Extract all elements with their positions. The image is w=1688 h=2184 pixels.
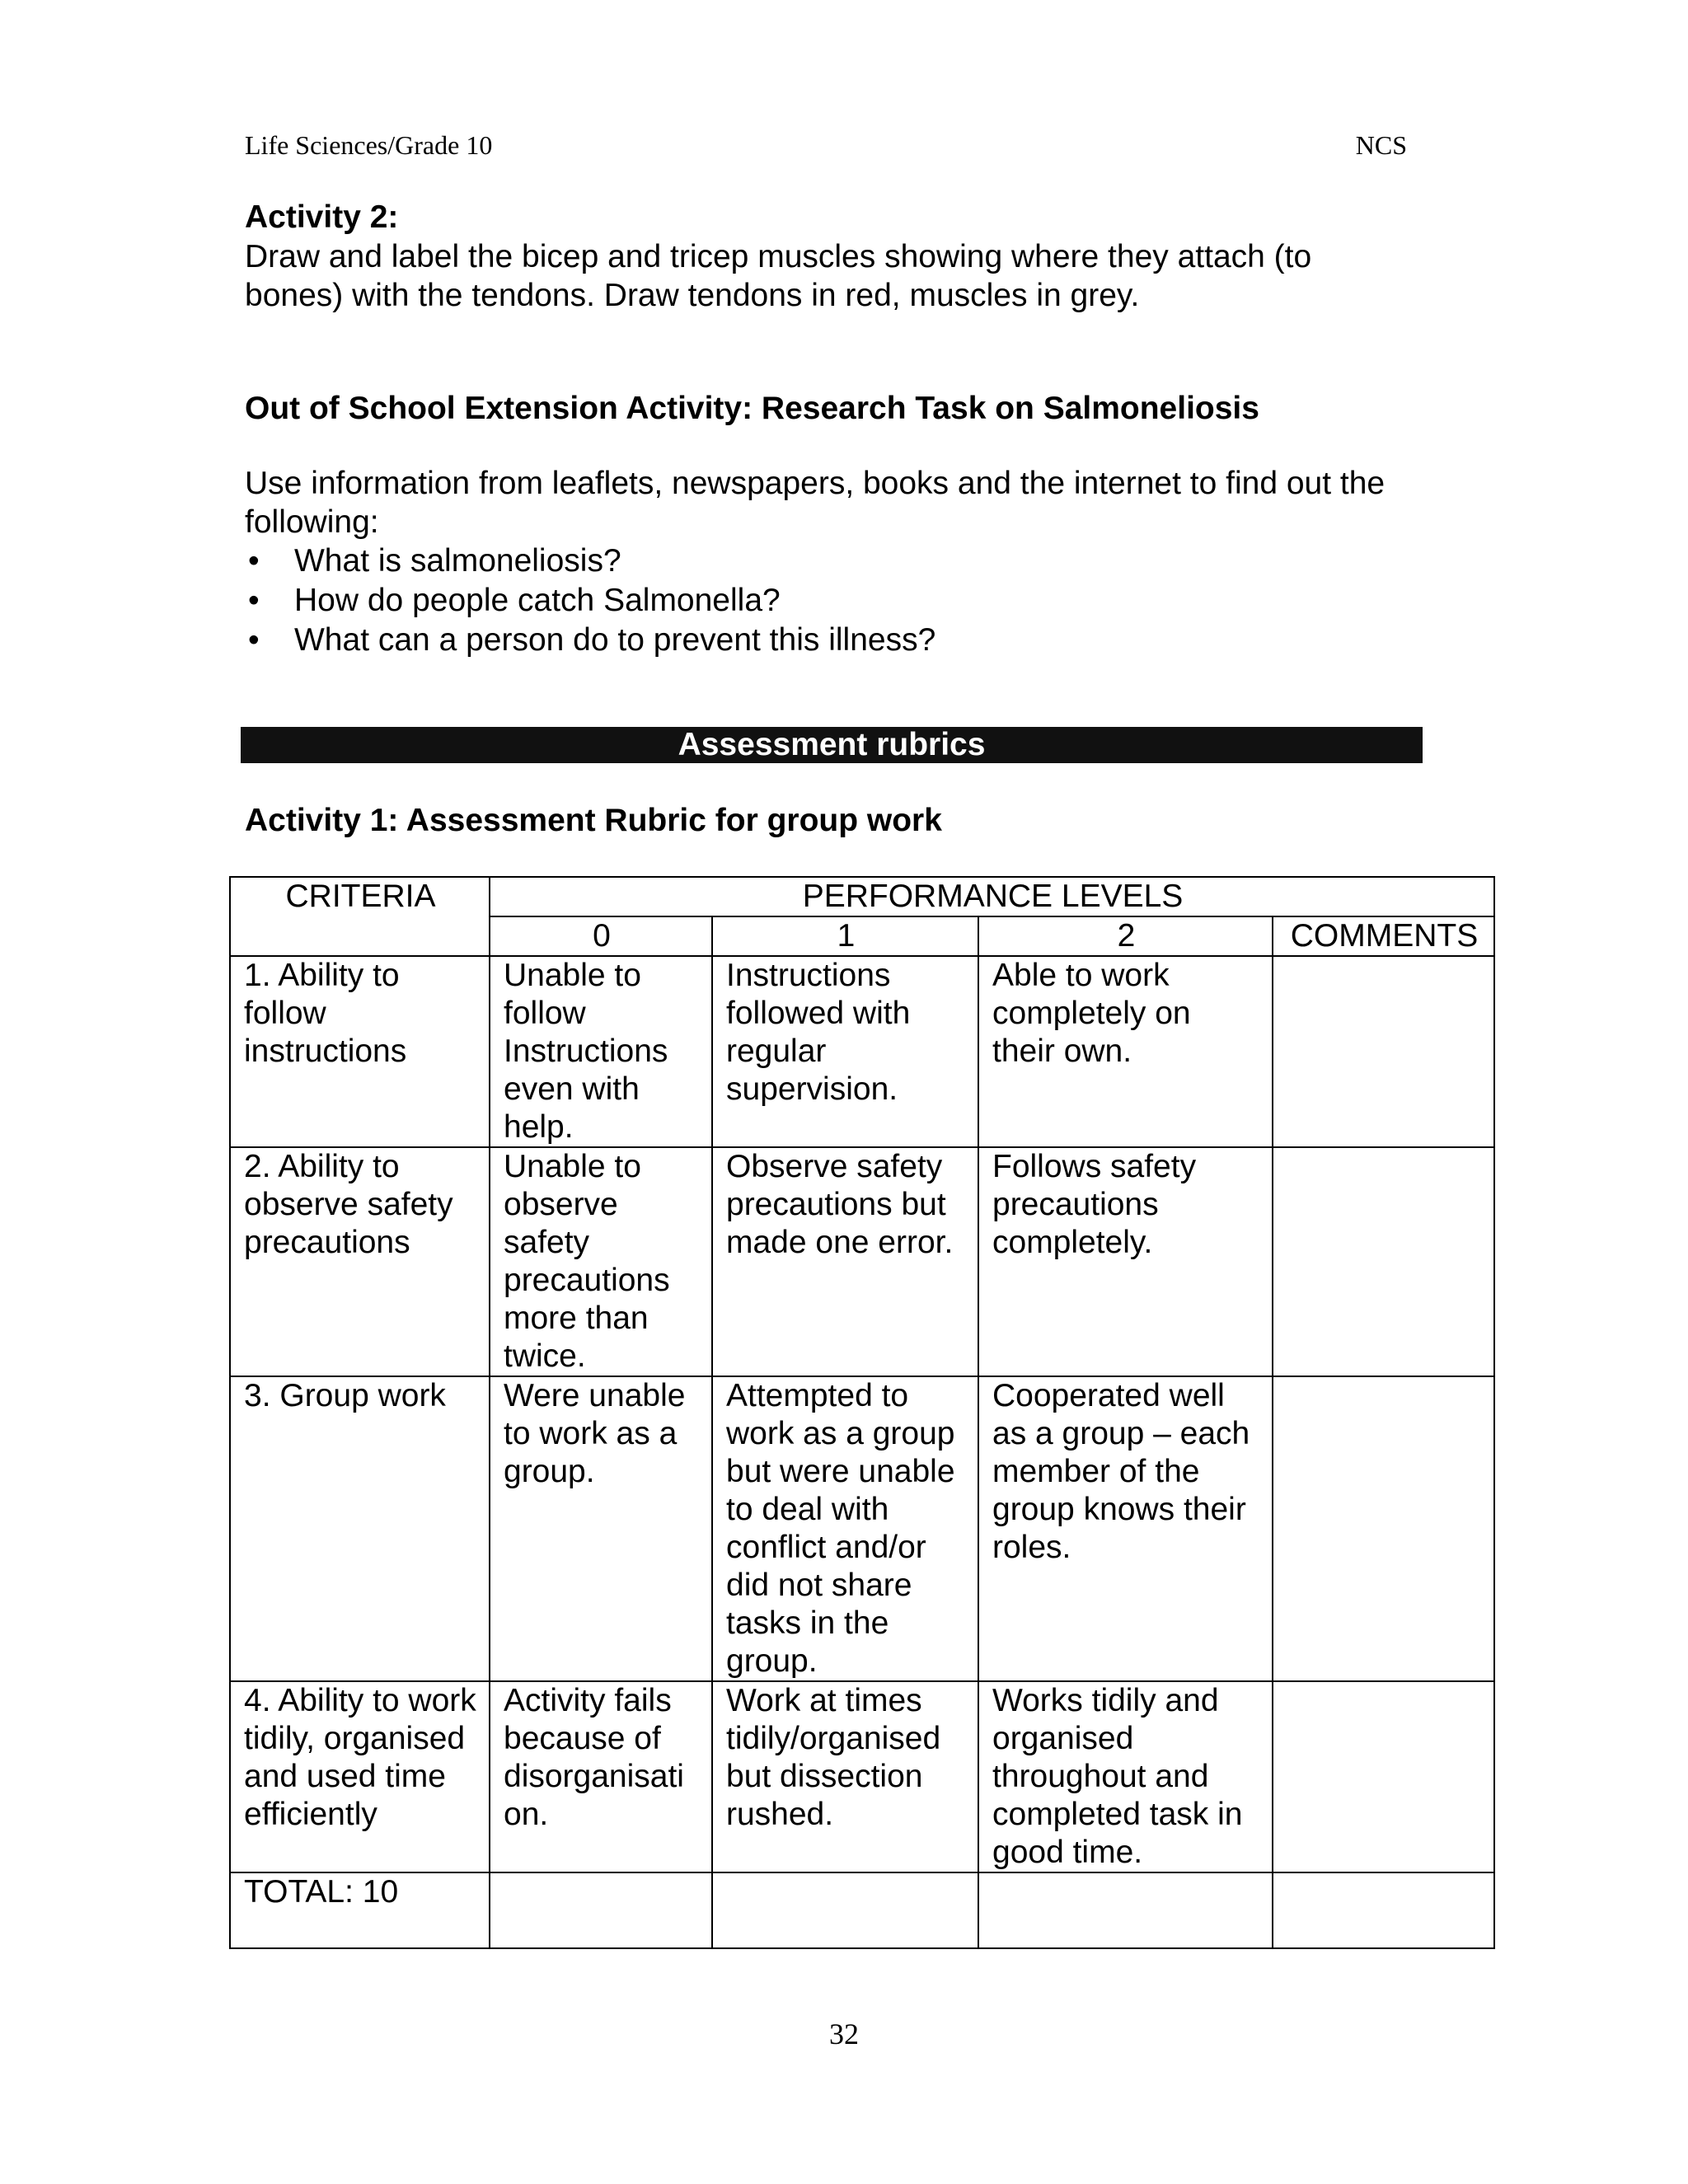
activity2-line-2: bones) with the tendons. Draw tendons in red, muscles in grey.: [245, 278, 1140, 313]
level-0-cell: Unable to observe safety precautions more than twice.: [490, 1147, 712, 1376]
level-1-header: 1: [712, 916, 978, 956]
comments-cell: [1273, 1681, 1494, 1872]
level-2-header: 2: [978, 916, 1273, 956]
extension-title: Out of School Extension Activity: Research Task on Salmoneliosis: [245, 391, 1259, 426]
header-left: Life Sciences/Grade 10: [245, 130, 493, 160]
list-item: [245, 541, 1432, 581]
activity2-title: Activity 2:: [245, 199, 399, 235]
bullet-icon: •: [248, 622, 260, 658]
bullet-icon: •: [248, 583, 260, 618]
criteria-cell: 3. Group work: [230, 1376, 490, 1681]
page-content: [245, 198, 1432, 660]
level-1-cell: Observe safety precautions but made one error.: [712, 1147, 978, 1376]
total-row: [230, 1872, 1494, 1948]
level-1-cell: Instructions followed with regular supervision.: [712, 956, 978, 1147]
empty-cell: [490, 1872, 712, 1948]
empty-cell: [712, 1872, 978, 1948]
level-0-cell: Activity fails because of disorganisati on.: [490, 1681, 712, 1872]
criteria-cell: 4. Ability to work tidily, organised and used time efficiently: [230, 1681, 490, 1872]
extension-intro-line-2: following:: [245, 504, 379, 540]
rubric-table: [229, 876, 1495, 1949]
comments-header: COMMENTS: [1273, 916, 1494, 956]
table-row: [230, 1147, 1494, 1376]
level-2-cell: Follows safety precautions completely.: [978, 1147, 1273, 1376]
level-2-cell: Works tidily and organised throughout and completed task in good time.: [978, 1681, 1273, 1872]
level-0-header: 0: [490, 916, 712, 956]
table-header-row: [230, 877, 1494, 916]
bullet-text: How do people catch Salmonella?: [294, 583, 781, 618]
level-2-cell: Able to work completely on their own.: [978, 956, 1273, 1147]
table-row: [230, 1681, 1494, 1872]
assessment-banner: Assessment rubrics: [241, 727, 1423, 763]
empty-cell: [978, 1872, 1273, 1948]
criteria-cell: 2. Ability to observe safety precautions: [230, 1147, 490, 1376]
table-row: [230, 956, 1494, 1147]
comments-cell: [1273, 1147, 1494, 1376]
list-item: [245, 621, 1432, 660]
criteria-cell: 1. Ability to follow instructions: [230, 956, 490, 1147]
header-right: NCS: [1355, 130, 1407, 160]
level-1-cell: Attempted to work as a group but were unable to deal with conflict and/or did not share tasks in the group.: [712, 1376, 978, 1681]
total-cell: TOTAL: 10: [230, 1872, 490, 1948]
criteria-header: CRITERIA: [230, 877, 490, 956]
comments-cell: [1273, 1376, 1494, 1681]
level-0-cell: Unable to follow Instructions even with help.: [490, 956, 712, 1147]
extension-intro-line-1: Use information from leaflets, newspapers, books and the internet to find out the: [245, 466, 1386, 501]
list-item: [245, 581, 1432, 621]
activity2-line-1: Draw and label the bicep and tricep muscles showing where they attach (to: [245, 239, 1312, 274]
level-1-cell: Work at times tidily/organised but dissection rushed.: [712, 1681, 978, 1872]
bullet-text: What can a person do to prevent this illness?: [294, 622, 936, 658]
empty-cell: [1273, 1872, 1494, 1948]
extension-bullet-list: [245, 541, 1432, 660]
bullet-icon: •: [248, 543, 260, 579]
rubric-title: Activity 1: Assessment Rubric for group work: [245, 803, 942, 838]
level-2-cell: Cooperated well as a group – each member of the group knows their roles.: [978, 1376, 1273, 1681]
page-number: 32: [829, 2018, 859, 2050]
performance-levels-header: PERFORMANCE LEVELS: [490, 877, 1494, 916]
level-0-cell: Were unable to work as a group.: [490, 1376, 712, 1681]
comments-cell: [1273, 956, 1494, 1147]
table-row: [230, 1376, 1494, 1681]
bullet-text: What is salmoneliosis?: [294, 543, 621, 579]
